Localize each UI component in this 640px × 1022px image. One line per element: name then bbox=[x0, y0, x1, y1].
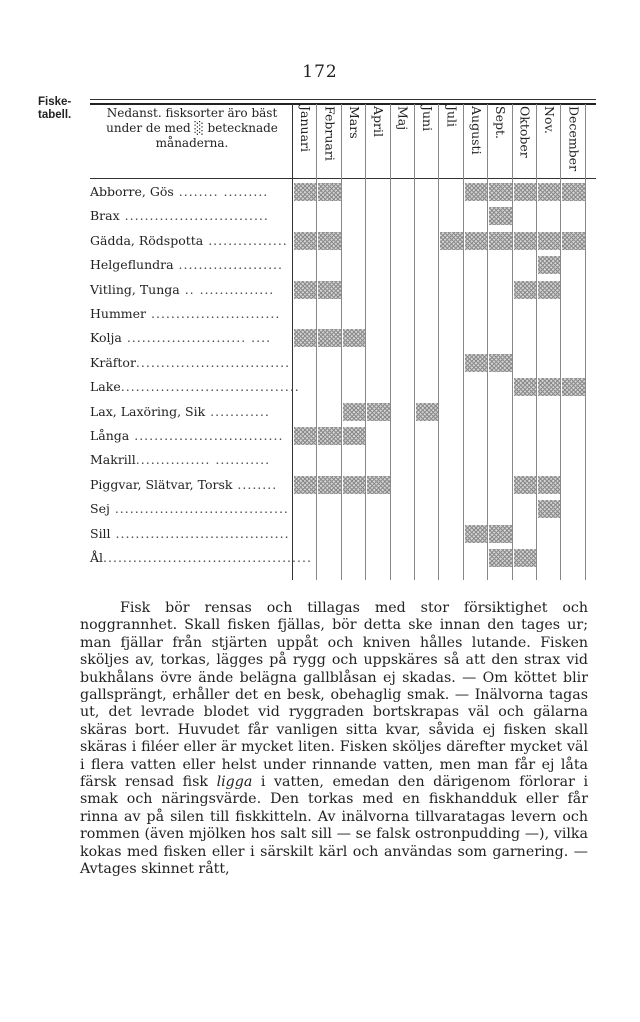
season-shade bbox=[465, 232, 487, 250]
month-label: Nov. bbox=[542, 106, 557, 135]
margin-note-line: Fiske- bbox=[38, 96, 72, 108]
fish-name bbox=[90, 522, 290, 546]
table-row bbox=[90, 253, 596, 277]
season-shade bbox=[562, 378, 584, 396]
table-row bbox=[90, 400, 596, 424]
season-shade bbox=[416, 403, 438, 421]
season-shade bbox=[538, 232, 560, 250]
margin-note-line: tabell. bbox=[38, 109, 72, 121]
leader-dots: ............................... bbox=[135, 354, 291, 370]
season-shade bbox=[489, 183, 511, 201]
month-label: Januari bbox=[298, 106, 313, 152]
table-row bbox=[90, 522, 596, 546]
table-row bbox=[90, 473, 596, 497]
table-row bbox=[90, 497, 596, 521]
fish-name bbox=[90, 302, 290, 326]
leader-dots: ............... ........... bbox=[135, 452, 271, 468]
season-shade bbox=[343, 329, 365, 347]
table-header-rule bbox=[90, 178, 596, 179]
month-label: April bbox=[371, 106, 387, 137]
fish-name bbox=[90, 229, 290, 253]
fish-name bbox=[90, 278, 290, 302]
fish-name bbox=[90, 400, 290, 424]
fish-name bbox=[90, 351, 290, 375]
season-shade bbox=[318, 476, 340, 494]
season-shade bbox=[318, 281, 340, 299]
season-shade bbox=[367, 403, 389, 421]
season-shade bbox=[538, 378, 560, 396]
table-row bbox=[90, 424, 596, 448]
season-shade bbox=[489, 232, 511, 250]
table-row bbox=[90, 204, 596, 228]
season-shade bbox=[514, 476, 536, 494]
fish-name bbox=[90, 180, 290, 204]
season-shade bbox=[465, 183, 487, 201]
season-shade bbox=[538, 256, 560, 274]
season-shade bbox=[538, 183, 560, 201]
season-shade bbox=[294, 329, 316, 347]
fish-name bbox=[90, 424, 290, 448]
season-shade bbox=[318, 232, 340, 250]
season-shade bbox=[294, 281, 316, 299]
fish-name-text: Ål bbox=[90, 550, 104, 565]
table-row bbox=[90, 278, 596, 302]
month-label: Augusti bbox=[468, 106, 484, 155]
fish-name bbox=[90, 326, 290, 350]
fish-name-text: Abborre, Gös bbox=[90, 184, 174, 199]
season-shade bbox=[294, 476, 316, 494]
season-shade bbox=[343, 476, 365, 494]
season-shade bbox=[343, 427, 365, 445]
season-shade bbox=[514, 183, 536, 201]
margin-note bbox=[38, 96, 71, 122]
month-header bbox=[317, 104, 341, 178]
season-shade bbox=[562, 183, 584, 201]
season-shade bbox=[465, 525, 487, 543]
season-shade bbox=[538, 281, 560, 299]
month-header bbox=[439, 104, 463, 178]
month-header bbox=[561, 104, 585, 178]
fish-name bbox=[90, 497, 290, 521]
leader-dots: ............................. bbox=[119, 208, 269, 224]
leader-dots: ................................... bbox=[109, 501, 289, 517]
table-row bbox=[90, 546, 596, 570]
leader-dots: ........................ .... bbox=[121, 330, 272, 346]
table-row bbox=[90, 229, 596, 253]
fish-name bbox=[90, 546, 312, 570]
season-shade bbox=[343, 403, 365, 421]
paragraph-text: Fisk bör rensas och tillagas med stor försiktighet och noggrannhet. Skall fisken fjällas, bör detta ske innan den tages ur; man fjällar från stjärten uppåt och kniven hålles lutande. Fisken sköljes av, torkas, lägges på rygg och uppskäres så att den strax vid bukhålans övre ände belägna gallblåsan ej skadas. — Om köttet blir gallsprängt, erhåller det en besk, obehaglig smak. — Inälvorna tagas ut, det levrade blodet vid ryggraden bortskrapas väl och gälarna skäras bort. Huvudet får vanligen sitta kvar, såvida ej fisken skall skäras i filéer eller är mycket liten. Fisken sköljes därefter mycket väl i flera vatten eller helst under rinnande vatten, men man får ej låta färsk rensad fisk bbox=[80, 600, 588, 791]
header-line: månaderna. bbox=[155, 136, 229, 150]
fish-name-text: Hummer bbox=[90, 306, 147, 321]
month-label: Juni bbox=[420, 106, 435, 132]
table-row bbox=[90, 375, 596, 399]
season-shade bbox=[489, 549, 511, 567]
emphasis-ligga: ligga bbox=[216, 774, 253, 791]
fish-name-text: Lax, Laxöring, Sik bbox=[90, 403, 206, 419]
leader-dots: ................ bbox=[203, 232, 288, 248]
fish-name-text: Långa bbox=[90, 428, 130, 443]
month-header bbox=[415, 104, 439, 178]
leader-dots: ............ bbox=[205, 403, 270, 419]
fish-name-text: Kräftor bbox=[90, 354, 136, 370]
season-shade bbox=[318, 183, 340, 201]
leader-dots: ........ bbox=[232, 476, 278, 492]
leader-dots: .............................. bbox=[129, 428, 284, 443]
header-line: under de med ░ betecknade bbox=[106, 121, 278, 135]
fish-name-text: Brax bbox=[90, 208, 120, 224]
season-shade bbox=[514, 281, 536, 299]
leader-dots: ..................... bbox=[173, 257, 283, 273]
season-shade bbox=[294, 427, 316, 445]
month-label: Oktober bbox=[517, 106, 533, 158]
fish-name-text: Piggvar, Slätvar, Torsk bbox=[90, 476, 233, 492]
table-row bbox=[90, 351, 596, 375]
fish-name-text: Makrill bbox=[90, 452, 136, 468]
fish-name-text: Lake bbox=[90, 379, 121, 395]
header-line: Nedanst. fisksorter äro bäst bbox=[106, 106, 278, 120]
season-shade bbox=[562, 232, 584, 250]
month-header bbox=[366, 104, 390, 178]
month-label: Maj bbox=[395, 106, 411, 131]
fish-name-text: Kolja bbox=[90, 330, 122, 346]
season-shade bbox=[465, 354, 487, 372]
season-shade bbox=[538, 476, 560, 494]
leader-dots: .......................................... bbox=[103, 550, 312, 565]
table-top-rule bbox=[90, 99, 596, 100]
fish-name bbox=[90, 204, 290, 228]
fish-name-text: Gädda, Rödspotta bbox=[90, 232, 204, 248]
paragraph-text-cont: i vatten, emedan den därigenom förlorar i smak och näringsvärde. Den torkas med en fiskhandduk eller får rinna av på silen till fiskkitteln. Av inälvorna tillvaratagas levern och rommen (även mjölken hos salt sill — se falsk ostronpudding —), vilka kokas med fisken eller i särskilt kärl och användas som garnering. — Avtages skinnet rått, bbox=[80, 774, 588, 878]
season-shade bbox=[514, 232, 536, 250]
fish-name-text: Helgeflundra bbox=[90, 257, 174, 273]
season-shade bbox=[294, 183, 316, 201]
month-header bbox=[464, 104, 488, 178]
season-shade bbox=[514, 378, 536, 396]
month-header bbox=[513, 104, 537, 178]
table-row bbox=[90, 180, 596, 204]
leader-dots: .. ............... bbox=[179, 281, 275, 297]
table-row bbox=[90, 326, 596, 350]
body-text bbox=[80, 600, 588, 879]
season-shade bbox=[514, 549, 536, 567]
fish-name bbox=[90, 375, 300, 399]
season-shade bbox=[489, 354, 511, 372]
month-header bbox=[391, 104, 415, 178]
season-shade bbox=[318, 329, 340, 347]
fish-name bbox=[90, 253, 290, 277]
paragraph bbox=[80, 600, 588, 879]
fish-name bbox=[90, 448, 290, 472]
fish-name-text: Vitling, Tunga bbox=[90, 281, 180, 297]
page-number: 172 bbox=[302, 62, 338, 82]
month-label: Sept. bbox=[493, 106, 509, 139]
fish-name bbox=[90, 473, 290, 497]
month-label: Februari bbox=[322, 106, 338, 161]
table-row bbox=[90, 448, 596, 472]
month-label: Juli bbox=[444, 106, 460, 128]
fish-name-text: Sej bbox=[90, 501, 110, 517]
fish-name-text: Sill bbox=[90, 525, 111, 541]
month-label: December bbox=[566, 106, 582, 172]
month-header bbox=[488, 104, 512, 178]
month-header bbox=[293, 104, 317, 178]
month-header bbox=[342, 104, 366, 178]
month-label: Mars bbox=[346, 106, 362, 139]
season-shade bbox=[538, 500, 560, 518]
season-shade bbox=[367, 476, 389, 494]
leader-dots: .................................... bbox=[120, 379, 300, 395]
table-header-description bbox=[92, 106, 292, 178]
month-header bbox=[537, 104, 561, 178]
leader-dots: ................................... bbox=[110, 525, 290, 541]
leader-dots: ........ ......... bbox=[173, 184, 269, 199]
season-shade bbox=[489, 525, 511, 543]
season-shade bbox=[440, 232, 462, 250]
leader-dots: .......................... bbox=[146, 306, 281, 321]
season-shade bbox=[294, 232, 316, 250]
table-row bbox=[90, 302, 596, 326]
season-shade bbox=[318, 427, 340, 445]
season-shade bbox=[489, 207, 511, 225]
